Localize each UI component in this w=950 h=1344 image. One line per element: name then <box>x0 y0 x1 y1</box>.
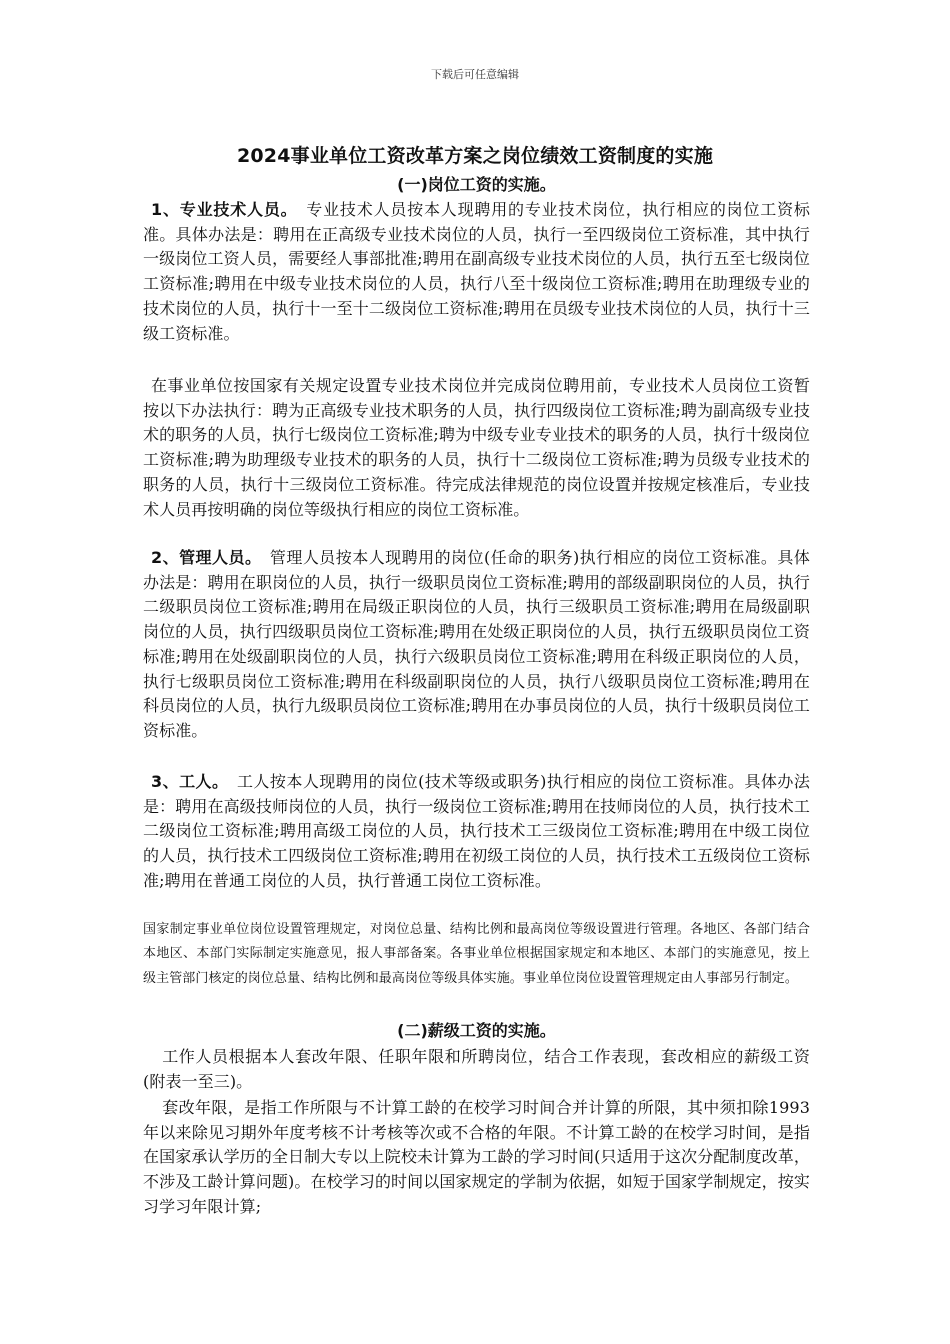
interim-rules-paragraph <box>143 374 810 522</box>
item-1-lead: 1、专业技术人员。 <box>151 200 290 219</box>
header-note: 下载后可任意编辑 <box>431 68 519 81</box>
document-title: 2024事业单位工资改革方案之岗位绩效工资制度的实施 <box>236 145 714 167</box>
section-1-heading: (一)岗位工资的实施。 <box>397 175 556 194</box>
section-2-heading: (二)薪级工资的实施。 <box>397 1021 556 1040</box>
section-2-heading-wrap <box>143 1018 810 1044</box>
post-setting-note-text: 国家制定事业单位岗位设置管理规定，对岗位总量、结构比例和最高岗位等级设置进行管理。各地区、各部门结合本地区、本部门实际制定实施意见，报人事部备案。各事业单位根据国家规定和本地区、本部门的实施意见，按上级主管部门核定的岗位总量、结构比例和最高岗位等级具体实施。事业单位岗位设置管理规定由人事部另行制定。 <box>143 922 810 986</box>
salary-grade-text-1: 工作人员根据本人套改年限、任职年限和所聘岗位，结合工作表现，套改相应的薪级工资(附表一至三)。 <box>143 1047 810 1091</box>
item-2-lead: 2、管理人员。 <box>151 548 254 567</box>
item-2-text: 管理人员按本人现聘用的岗位(任命的职务)执行相应的岗位工资标准。具体办法是：聘用在职岗位的人员，执行一级职员岗位工资标准;聘用的部级副职岗位的人员，执行二级职员岗位工资标准;聘用在局级正职岗位的人员，执行三级职员工资标准;聘用在局级副职岗位的人员，执行四级职员岗位工资标准;聘用在处级正职岗位的人员，执行五级职员岗位工资标准;聘用在处级副职岗位的人员，执行六级职员岗位工资标准;聘用在科级正职岗位的人员，执行七级职员岗位工资标准;聘用在科级副职岗位的人员，执行八级职员岗位工资标准;聘用在科员岗位的人员，执行九级职员岗位工资标准;聘用在办事员岗位的人员，执行十级职员岗位工资标准。 <box>143 548 810 740</box>
section-1-heading-wrap <box>143 172 810 198</box>
interim-rules-text: 在事业单位按国家有关规定设置专业技术岗位并完成岗位聘用前，专业技术人员岗位工资暂按以下办法执行：聘为正高级专业技术职务的人员，执行四级岗位工资标准;聘为副高级专业技术的职务的人员，执行七级岗位工资标准;聘为中级专业专业技术的职务的人员，执行十级岗位工资标准;聘为助理级专业技术的职务的人员，执行十二级岗位工资标准;聘为员级专业技术的职务的人员，执行十三级岗位工资标准。待完成法律规范的岗位设置并按规定核准后，专业技术人员再按明确的岗位等级执行相应的岗位工资标准。 <box>143 376 810 519</box>
item-3-lead: 3、工人。 <box>151 772 221 791</box>
salary-grade-paragraph-2 <box>143 1096 810 1220</box>
item-1-professional-staff <box>143 198 810 346</box>
salary-grade-text-2: 套改年限，是指工作所限与不计算工龄的在校学习时间合并计算的所限，其中须扣除1993年以来除见习期外年度考核不计考核等次或不合格的年限。不计算工龄的在校学习时间，是指在国家承认学历的全日制大专以上院校未计算为工龄的学习时间(只适用于这次分配制度改革，不涉及工龄计算问题)。在校学习的时间以国家规定的学制为依据，如短于国家学制规定，按实习学习年限计算; <box>143 1098 810 1216</box>
item-2-management-staff <box>143 546 810 744</box>
post-setting-note <box>143 918 810 991</box>
salary-grade-paragraph-1 <box>143 1045 810 1094</box>
item-3-workers <box>143 770 810 894</box>
item-3-text: 工人按本人现聘用的岗位(技术等级或职务)执行相应的岗位工资标准。具体办法是：聘用在高级技师岗位的人员，执行一级岗位工资标准;聘用在技师岗位的人员，执行技术工二级岗位工资标准;聘用高级工岗位的人员，执行技术工三级岗位工资标准;聘用在中级工岗位的人员，执行技术工四级岗位工资标准;聘用在初级工岗位的人员，执行技术工五级岗位工资标准;聘用在普通工岗位的人员，执行普通工岗位工资标准。 <box>143 772 810 890</box>
item-1-text: 专业技术人员按本人现聘用的专业技术岗位，执行相应的岗位工资标准。具体办法是：聘用在正高级专业技术岗位的人员，执行一至四级岗位工资标准，其中执行一级岗位工资人员，需要经人事部批准;聘用在副高级专业技术岗位的人员，执行五至七级岗位工资标准;聘用在中级专业技术岗位的人员，执行八至十级岗位工资标准;聘用在助理级专业的技术岗位的人员，执行十一至十二级岗位工资标准;聘用在员级专业技术岗位的人员，执行十三级工资标准。 <box>143 200 810 343</box>
